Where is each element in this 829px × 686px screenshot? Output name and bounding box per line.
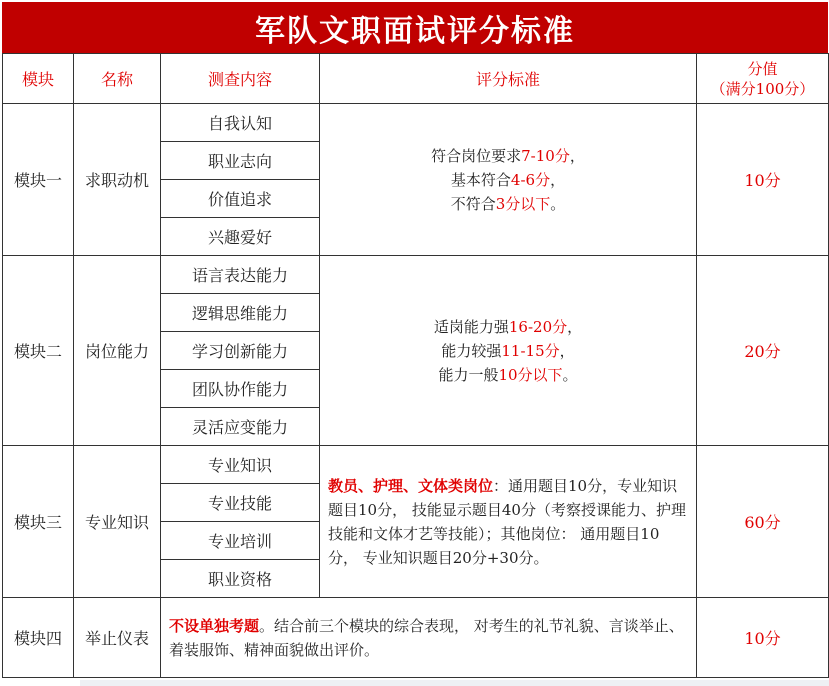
module-2-row xyxy=(3,256,829,294)
module-3-item: 专业知识 xyxy=(161,446,320,484)
module-1-item: 自我认知 xyxy=(161,104,320,142)
module-4-score: 10分 xyxy=(697,598,829,678)
header-name: 名称 xyxy=(74,54,161,104)
criteria-line: 基本符合4-6分， xyxy=(450,170,566,189)
module-3-item: 专业培训 xyxy=(161,522,320,560)
module-2-score: 20分 xyxy=(697,256,829,446)
criteria-highlight: 教员、护理、文体类岗位 xyxy=(328,476,494,495)
module-4-row xyxy=(3,598,829,678)
criteria-text: 。结合前三个模块的综合表现， 对考生的礼节礼貌、言谈举止、着装服饰、精神面貌做出评价。 xyxy=(169,616,684,659)
module-3-item: 专业技能 xyxy=(161,484,320,522)
header-score-line2: （满分100分） xyxy=(710,79,815,98)
module-1-item: 价值追求 xyxy=(161,180,320,218)
header-content: 测查内容 xyxy=(161,54,320,104)
module-1-item: 职业志向 xyxy=(161,142,320,180)
module-2-item: 团队协作能力 xyxy=(161,370,320,408)
header-score-line1: 分值 xyxy=(747,59,778,78)
module-2-item: 灵活应变能力 xyxy=(161,408,320,446)
module-4-label: 模块四 xyxy=(3,598,74,678)
bottom-strip xyxy=(80,680,829,686)
scoring-table xyxy=(2,53,829,678)
module-2-name: 岗位能力 xyxy=(74,256,161,446)
criteria-line: 能力一般10分以下。 xyxy=(438,365,578,384)
module-1-name: 求职动机 xyxy=(74,104,161,256)
criteria-highlight: 不设单独考题 xyxy=(169,616,260,635)
module-3-row xyxy=(3,446,829,484)
module-3-criteria xyxy=(320,446,697,598)
criteria-line: 适岗能力强16-20分， xyxy=(433,317,583,336)
header-score xyxy=(697,54,829,104)
module-2-label: 模块二 xyxy=(3,256,74,446)
criteria-line: 符合岗位要求7-10分， xyxy=(431,146,585,165)
module-2-item: 语言表达能力 xyxy=(161,256,320,294)
module-3-item: 职业资格 xyxy=(161,560,320,598)
module-2-criteria xyxy=(320,256,697,446)
header-standard: 评分标准 xyxy=(320,54,697,104)
module-3-score: 60分 xyxy=(697,446,829,598)
criteria-text: ：通用题目10分，专业知识题目10分， 技能显示题目40分（考察授课能力、护理技能和文体才艺等技能）；其他岗位： 通用题目10分， 专业知识题目20分+30分。 xyxy=(328,476,686,567)
module-1-item: 兴趣爱好 xyxy=(161,218,320,256)
page-title: 军队文职面试评分标准 xyxy=(2,2,828,53)
module-1-criteria xyxy=(320,104,697,256)
module-2-item: 逻辑思维能力 xyxy=(161,294,320,332)
criteria-line: 能力较强11-15分， xyxy=(441,341,575,360)
module-1-label: 模块一 xyxy=(3,104,74,256)
module-1-score: 10分 xyxy=(697,104,829,256)
module-2-item: 学习创新能力 xyxy=(161,332,320,370)
module-3-label: 模块三 xyxy=(3,446,74,598)
module-1-row xyxy=(3,104,829,142)
module-4-criteria xyxy=(161,598,697,678)
module-3-name: 专业知识 xyxy=(74,446,161,598)
criteria-line: 不符合3分以下。 xyxy=(450,194,566,213)
module-4-name: 举止仪表 xyxy=(74,598,161,678)
header-row xyxy=(3,54,829,104)
header-module: 模块 xyxy=(3,54,74,104)
